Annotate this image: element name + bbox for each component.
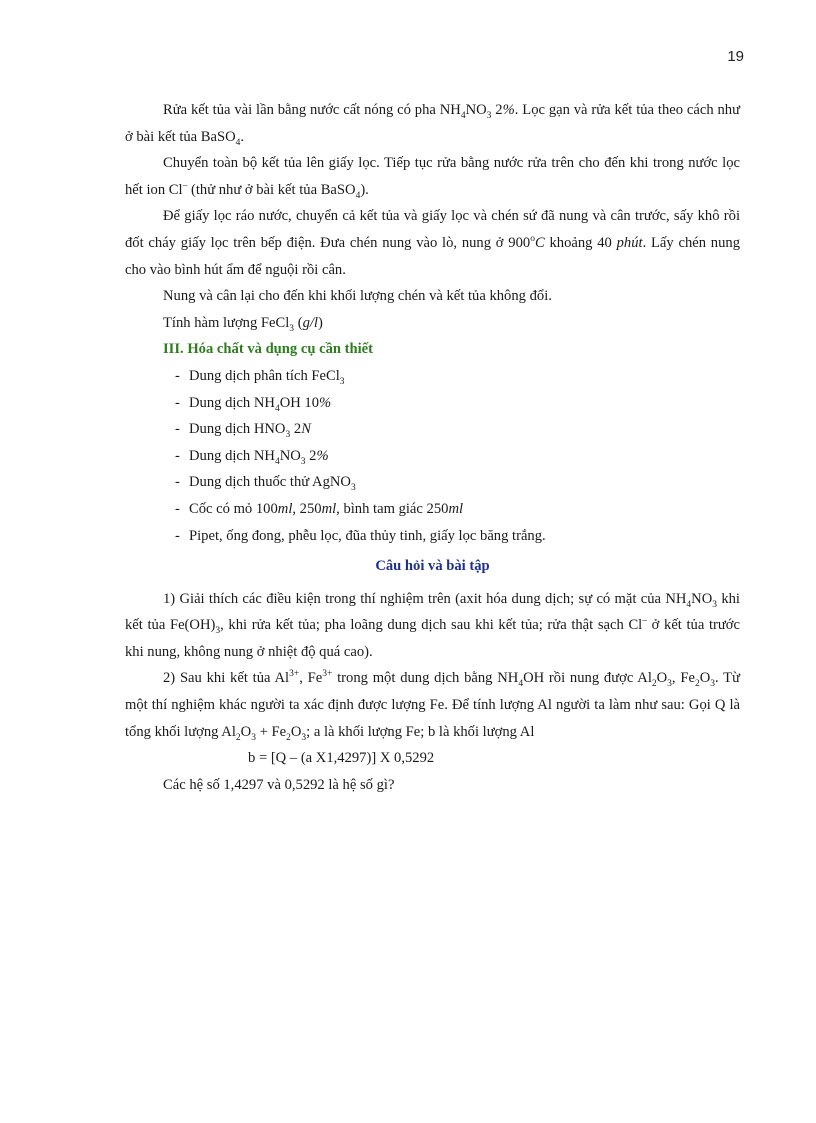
list-item: - Dung dịch phân tích FeCl$_3$	[175, 363, 740, 390]
list-item: - Dung dịch $NH_4OH$ 10%	[175, 390, 740, 417]
section-heading-materials: III. Hóa chất và dụng cụ cần thiết	[163, 341, 374, 358]
formula: b = [Q – (a X1,4297)] X 0,5292	[248, 750, 435, 767]
page-content	[125, 97, 740, 798]
paragraph-reweigh: Nung và cân lại cho đến khi khối lượng chén và kết tủa không đổi.	[163, 288, 552, 305]
page-number: 19	[727, 48, 744, 65]
paragraph-transfer: Chuyển toàn bộ kết tủa lên giấy lọc. Tiếp tục rửa bằng nước rửa trên cho đến khi trong nước lọc hết ion Cl– (thử như ở bài kết tủa BaSO$_4$).	[125, 155, 740, 201]
list-item: - Dung dịch $HNO_3$ 2N	[175, 416, 740, 443]
list-item: - Dung dịch $NH_4NO_3$ 2%	[175, 443, 740, 470]
materials-list	[125, 363, 740, 549]
paragraph-calculate: Tính hàm lượng FeCl$_3$ (g/l)	[163, 314, 323, 334]
list-item: - Cốc có mỏ 100ml, 250ml, bình tam giác 250ml	[175, 496, 740, 523]
list-item: - Dung dịch thuốc thử AgNO$_3$	[175, 469, 740, 496]
section-heading-questions: Câu hỏi và bài tập	[375, 558, 490, 575]
question-2: 2) Sau khi kết tủa $Al^{3+}$, $Fe^{3+}$ trong một dung dịch bằng $NH_4OH$ rồi nung được $Al_2O_3$, $Fe_2O_3$. Từ một thí nghiệm khác người ta xác định được lượng Fe. Để tính lượng Al người ta làm như sau: Gọi Q là tổng khối lượng $Al_2O_3 + Fe_2O_3$; a là khối lượng Fe; b là khối lượng Al	[125, 669, 740, 743]
paragraph-drying: Để giấy lọc ráo nước, chuyển cả kết tủa và giấy lọc và chén sứ đã nung và cân trước, sấy khô rồi đốt cháy giấy lọc trên bếp điện. Đưa chén nung vào lò, nung ở 900$^o$C khoảng 40 phút. Lấy chén nung cho vào bình hút ẩm để nguội rồi cân.	[125, 208, 740, 278]
question-3: Các hệ số 1,4297 và 0,5292 là hệ số gì?	[163, 776, 395, 793]
list-item: - Pipet, ống đong, phễu lọc, đũa thủy tinh, giấy lọc băng trắng.	[175, 523, 740, 550]
paragraph-washing: Rửa kết tủa vài lần bằng nước cất nóng có pha $NH_4NO_3$ 2%. Lọc gạn và rửa kết tủa theo cách như ở bài kết tủa BaSO$_4$.	[125, 102, 740, 148]
question-1: 1) Giải thích các điều kiện trong thí nghiệm trên (axit hóa dung dịch; sự có mặt của $NH_4NO_3$ khi kết tủa $Fe(OH)_3$, khi rửa kết tủa; pha loãng dung dịch sau khi kết tủa; rửa thật sạch Cl– ở kết tủa trước khi nung, không nung ở nhiệt độ quá cao).	[125, 590, 740, 660]
